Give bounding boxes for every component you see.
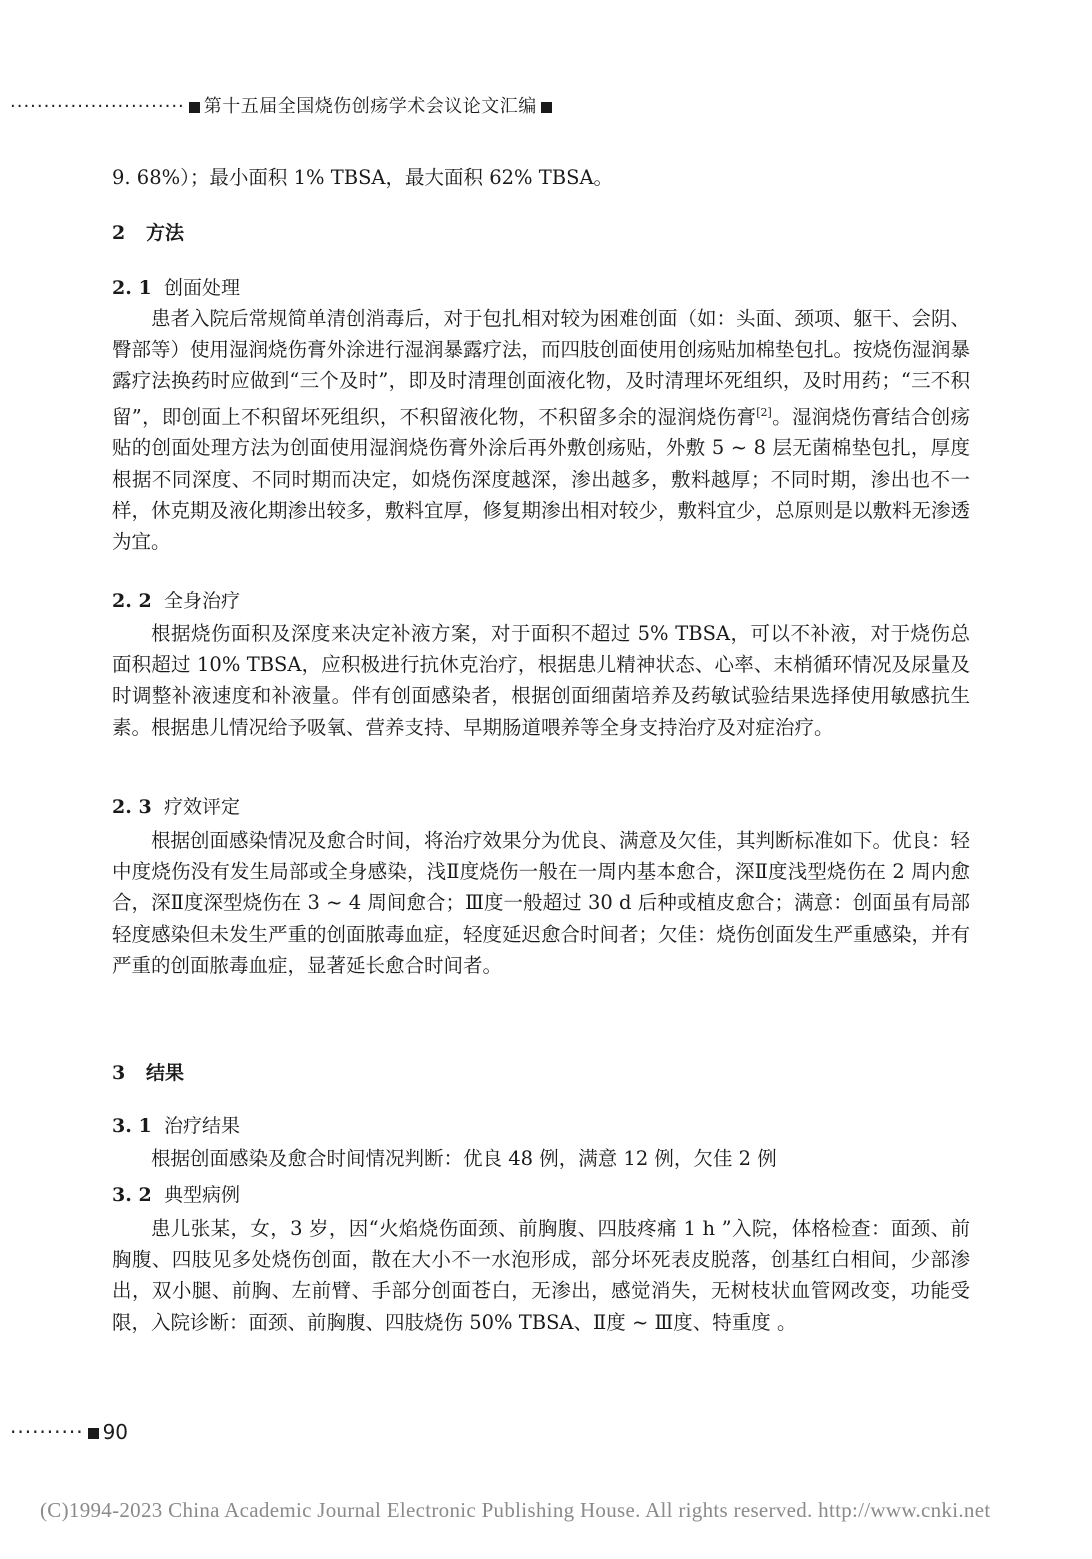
subsection-title: 全身治疗 [164, 590, 241, 612]
subsection-title: 疗效评定 [164, 796, 241, 818]
square-bullet-icon [541, 102, 552, 113]
paragraph-case: 患儿张某，女，3 岁，因“火焰烧伤面颈、前胸腹、四肢疼痛 1 h ”入院，体格检查：面颈、前胸腹、四肢见多处烧伤创面，散在大小不一水泡形成，部分坏死表皮脱落，创基红白相间，少部渗出，双小腿、前胸、左前臂、手部分创面苍白，无渗出，感觉消失，无树枝状血管网改变，功能受限，入院诊断：面颈、前胸腹、四肢烧伤 50% TBSA、Ⅱ度 ~ Ⅲ度、特重度 。 [112, 1217, 970, 1334]
subsection-number: 3. 2 [112, 1184, 152, 1206]
copyright-watermark: (C)1994-2023 China Academic Journal Electronic Publishing House. All rights reserved. http://www.cnki.net [40, 1498, 991, 1522]
page-footer [10, 1420, 128, 1444]
subsection-number: 2. 2 [112, 590, 152, 612]
section-heading-methods [112, 218, 970, 245]
section-title: 结果 [146, 1062, 185, 1084]
paragraph-treatment-results: 根据创面感染及愈合时间情况判断：优良 48 例，满意 12 例，欠佳 2 例 [151, 1147, 777, 1170]
section-number: 3 [112, 1062, 126, 1084]
subsection-title: 治疗结果 [164, 1115, 241, 1137]
subsection-number: 2. 3 [112, 796, 152, 818]
footer-dot-leader: ·········· [10, 1420, 84, 1444]
subsection-heading-case [112, 1180, 970, 1207]
subsection-heading-systemic [112, 586, 970, 613]
continued-line: 9. 68%）；最小面积 1% TBSA，最大面积 62% TBSA。 [112, 166, 614, 189]
header-dot-leader: ·························· [10, 96, 185, 117]
subsection-heading-wound-care [112, 273, 970, 300]
paragraph-evaluation: 根据创面感染情况及愈合时间，将治疗效果分为优良、满意及欠佳，其判断标准如下。优良：轻中度烧伤没有发生局部或全身感染，浅Ⅱ度烧伤一般在一周内基本愈合，深Ⅱ度浅型烧伤在 2 周内愈合，深Ⅱ度深型烧伤在 3 ~ 4 周间愈合；Ⅲ度一般超过 30 d 后种或植皮愈合；满意：创面虽有局部轻度感染但未发生严重的创面脓毒血症，轻度延迟愈合时间者；欠佳：烧伤创面发生严重感染，并有严重的创面脓毒血症，显著延长愈合时间者。 [112, 829, 971, 977]
section-title: 方法 [146, 222, 185, 244]
section-number: 2 [112, 222, 126, 244]
citation-ref: [2] [756, 405, 772, 419]
paragraph-text: 。湿润烧伤膏结合创疡贴的创面处理方法为创面使用湿润烧伤膏外涂后再外敷创疡贴，外敷 5 ~ 8 层无菌棉垫包扎，厚度根据不同深度、不同时期而决定，如烧伤深度越深，渗出越多，敷料越厚；不同时期，渗出也不一样，休克期及液化期渗出较多，敷料宜厚，修复期渗出相对较少，敷料宜少，总原则是以敷料无渗透为宜。 [112, 405, 971, 553]
section-heading-results [112, 1058, 970, 1085]
paragraph-wound-care [112, 303, 970, 557]
subsection-heading-treatment-results [112, 1111, 970, 1138]
subsection-number: 2. 1 [112, 277, 152, 299]
square-bullet-icon [189, 102, 200, 113]
header-title: 第十五届全国烧伤创疡学术会议论文汇编 [203, 96, 537, 117]
running-header [10, 92, 556, 118]
subsection-title: 创面处理 [164, 277, 241, 299]
paragraph-systemic: 根据烧伤面积及深度来决定补液方案，对于面积不超过 5% TBSA，可以不补液，对于烧伤总面积超过 10% TBSA，应积极进行抗休克治疗，根据患儿精神状态、心率、末梢循环情况及尿量及时调整补液速度和补液量。伴有创面感染者，根据创面细菌培养及药敏试验结果选择使用敏感抗生素。根据患儿情况给予吸氧、营养支持、早期肠道喂养等全身支持治疗及对症治疗。 [112, 622, 970, 739]
paragraph-text: 患者入院后常规简单清创消毒后，对于包扎相对较为困难创面（如：头面、颈项、躯干、会阴、臀部等）使用湿润烧伤膏外涂进行湿润暴露疗法，而四肢创面使用创疡贴加棉垫包扎。按烧伤湿润暴露疗法换药时应做到“三个及时”，即及时清理创面液化物，及时清理坏死组织，及时用药；“三不积留”，即创面上不积留坏死组织，不积留液化物，不积留多余的湿润烧伤膏 [112, 307, 971, 429]
subsection-title: 典型病例 [164, 1184, 241, 1206]
square-bullet-icon [88, 1428, 99, 1439]
subsection-number: 3. 1 [112, 1115, 152, 1137]
subsection-heading-evaluation [112, 792, 970, 819]
page-number: 90 [102, 1420, 129, 1444]
